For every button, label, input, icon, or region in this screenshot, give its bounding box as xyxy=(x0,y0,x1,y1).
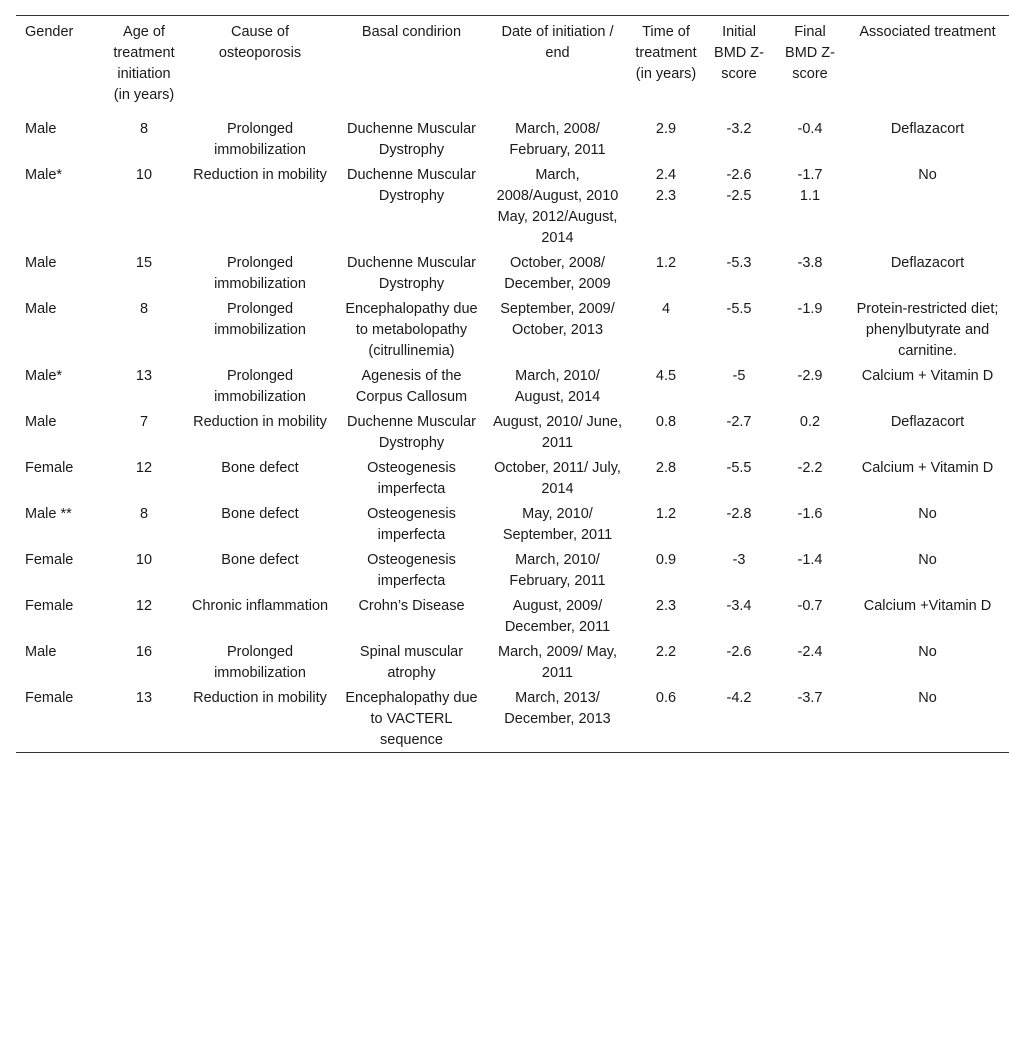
cell-associated-treatment: No xyxy=(918,690,937,706)
cell-age: 8 xyxy=(139,301,149,317)
cell-time: 2.9 xyxy=(655,121,677,137)
cell-gender: Female xyxy=(25,690,74,706)
cell-associated-treatment: No xyxy=(918,644,937,660)
cell-time: 0.9 xyxy=(655,552,677,568)
cell-time: 2.2 xyxy=(655,644,677,660)
cell-cause: Prolonged immobilization xyxy=(214,121,306,158)
header-row xyxy=(16,16,1009,113)
header-final-bmd: Final BMD Z-score xyxy=(785,24,835,82)
cell-date: March, 2010/ February, 2011 xyxy=(509,552,606,589)
cell-final-bmd: -1.6 xyxy=(797,506,823,522)
cell-initial-bmd: -2.6 xyxy=(726,644,752,660)
table-row xyxy=(16,296,1009,363)
cell-associated-treatment: Calcium + Vitamin D xyxy=(861,368,994,384)
cell-initial-bmd: -5.5 xyxy=(726,301,752,317)
table-row xyxy=(16,547,1009,593)
cell-cause: Prolonged immobilization xyxy=(214,368,306,405)
cell-final-bmd: -1.7 1.1 xyxy=(797,167,823,204)
cell-basal-condition: Osteogenesis imperfecta xyxy=(367,506,456,543)
cell-basal-condition: Agenesis of the Corpus Callosum xyxy=(355,368,468,405)
cell-age: 16 xyxy=(135,644,153,660)
cell-date: May, 2010/ September, 2011 xyxy=(502,506,613,543)
cell-date: March, 2010/ August, 2014 xyxy=(514,368,601,405)
cell-basal-condition: Encephalopathy due to VACTERL sequence xyxy=(345,690,478,748)
cell-age: 12 xyxy=(135,460,153,476)
cell-gender: Male xyxy=(25,414,57,430)
cell-basal-condition: Duchenne Muscular Dystrophy xyxy=(347,255,476,292)
table-header xyxy=(16,16,1009,113)
cell-final-bmd: -2.9 xyxy=(797,368,823,384)
cell-basal-condition: Encephalopathy due to metabolopathy (citrullinemia) xyxy=(345,301,478,359)
cell-associated-treatment: No xyxy=(918,552,937,568)
cell-time: 4 xyxy=(661,301,671,317)
cell-initial-bmd: -4.2 xyxy=(726,690,752,706)
cell-associated-treatment: Deflazacort xyxy=(890,255,965,271)
cell-final-bmd: -2.4 xyxy=(797,644,823,660)
cell-date: March, 2008/August, 2010 May, 2012/August, 2014 xyxy=(496,167,619,246)
cell-gender: Female xyxy=(25,552,74,568)
header-cause: Cause of osteoporosis xyxy=(218,24,302,61)
header-initial-bmd: Initial BMD Z-score xyxy=(714,24,764,82)
cell-cause: Bone defect xyxy=(221,552,299,568)
cell-cause: Reduction in mobility xyxy=(193,414,327,430)
cell-final-bmd: -0.7 xyxy=(797,598,823,614)
cell-time: 2.3 xyxy=(655,598,677,614)
cell-final-bmd: -3.8 xyxy=(797,255,823,271)
cell-associated-treatment: Protein-restricted diet; phenylbutyrate and carnitine. xyxy=(856,301,999,359)
cell-age: 13 xyxy=(135,690,153,706)
table-row xyxy=(16,363,1009,409)
cell-time: 1.2 xyxy=(655,255,677,271)
header-gender: Gender xyxy=(25,24,74,40)
cell-date: March, 2008/ February, 2011 xyxy=(509,121,606,158)
cell-associated-treatment: Deflazacort xyxy=(890,121,965,137)
table-row xyxy=(16,593,1009,639)
cell-initial-bmd: -3 xyxy=(732,552,746,568)
cell-initial-bmd: -5.3 xyxy=(726,255,752,271)
header-date: Date of initiation / end xyxy=(501,24,614,61)
cell-cause: Chronic inflammation xyxy=(191,598,329,614)
table-row xyxy=(16,250,1009,296)
cell-age: 7 xyxy=(139,414,149,430)
cell-gender: Female xyxy=(25,460,74,476)
table-row xyxy=(16,112,1009,162)
cell-gender: Male* xyxy=(25,368,63,384)
table-body xyxy=(16,112,1009,753)
cell-associated-treatment: No xyxy=(918,506,937,522)
cell-date: March, 2013/ December, 2013 xyxy=(504,690,611,727)
cell-basal-condition: Duchenne Muscular Dystrophy xyxy=(347,167,476,204)
cell-gender: Male xyxy=(25,301,57,317)
cell-basal-condition: Spinal muscular atrophy xyxy=(359,644,464,681)
cell-cause: Prolonged immobilization xyxy=(214,644,306,681)
cell-age: 10 xyxy=(135,167,153,183)
cell-cause: Prolonged immobilization xyxy=(214,255,306,292)
cell-age: 12 xyxy=(135,598,153,614)
table-row xyxy=(16,639,1009,685)
cell-initial-bmd: -5 xyxy=(732,368,746,384)
cell-cause: Bone defect xyxy=(221,460,299,476)
header-associated-treatment: Associated treatment xyxy=(859,24,996,40)
table-row xyxy=(16,162,1009,250)
header-basal-condition: Basal condirion xyxy=(361,24,462,40)
cell-date: August, 2009/ December, 2011 xyxy=(504,598,611,635)
cell-date: October, 2008/ December, 2009 xyxy=(504,255,611,292)
table-row xyxy=(16,501,1009,547)
cell-date: September, 2009/ October, 2013 xyxy=(500,301,615,338)
cell-time: 0.6 xyxy=(655,690,677,706)
cell-basal-condition: Duchenne Muscular Dystrophy xyxy=(347,121,476,158)
table-row xyxy=(16,685,1009,753)
cell-basal-condition: Crohn’s Disease xyxy=(358,598,465,614)
cell-age: 13 xyxy=(135,368,153,384)
cell-final-bmd: -2.2 xyxy=(797,460,823,476)
cell-basal-condition: Osteogenesis imperfecta xyxy=(367,460,456,497)
cell-associated-treatment: No xyxy=(918,167,937,183)
cell-final-bmd: -3.7 xyxy=(797,690,823,706)
cell-time: 4.5 xyxy=(655,368,677,384)
cell-initial-bmd: -5.5 xyxy=(726,460,752,476)
cell-gender: Male xyxy=(25,121,57,137)
cell-cause: Bone defect xyxy=(221,506,299,522)
cell-cause: Prolonged immobilization xyxy=(214,301,306,338)
cell-date: March, 2009/ May, 2011 xyxy=(497,644,617,681)
cell-time: 2.8 xyxy=(655,460,677,476)
cell-age: 8 xyxy=(139,506,149,522)
cell-date: October, 2011/ July, 2014 xyxy=(494,460,621,497)
patients-table xyxy=(16,15,1009,753)
header-age: Age of treatment initiation (in years) xyxy=(113,24,175,103)
cell-initial-bmd: -2.6 -2.5 xyxy=(726,167,752,204)
cell-age: 8 xyxy=(139,121,149,137)
cell-gender: Male xyxy=(25,644,57,660)
cell-initial-bmd: -3.2 xyxy=(726,121,752,137)
cell-final-bmd: -1.4 xyxy=(797,552,823,568)
cell-basal-condition: Duchenne Muscular Dystrophy xyxy=(347,414,476,451)
cell-age: 15 xyxy=(135,255,153,271)
cell-time: 1.2 xyxy=(655,506,677,522)
table-row xyxy=(16,455,1009,501)
cell-initial-bmd: -2.7 xyxy=(726,414,752,430)
cell-gender: Male* xyxy=(25,167,63,183)
cell-initial-bmd: -2.8 xyxy=(726,506,752,522)
cell-final-bmd: 0.2 xyxy=(799,414,821,430)
cell-initial-bmd: -3.4 xyxy=(726,598,752,614)
data-table-container xyxy=(16,15,1009,753)
header-time: Time of treatment (in years) xyxy=(635,24,697,82)
cell-cause: Reduction in mobility xyxy=(193,167,327,183)
cell-gender: Male xyxy=(25,255,57,271)
cell-time: 2.4 2.3 xyxy=(655,167,677,204)
cell-basal-condition: Osteogenesis imperfecta xyxy=(367,552,456,589)
cell-date: August, 2010/ June, 2011 xyxy=(493,414,622,451)
cell-final-bmd: -0.4 xyxy=(797,121,823,137)
cell-age: 10 xyxy=(135,552,153,568)
cell-cause: Reduction in mobility xyxy=(193,690,327,706)
cell-associated-treatment: Deflazacort xyxy=(890,414,965,430)
table-row xyxy=(16,409,1009,455)
cell-associated-treatment: Calcium +Vitamin D xyxy=(863,598,992,614)
cell-time: 0.8 xyxy=(655,414,677,430)
cell-gender: Male ** xyxy=(25,506,72,522)
cell-gender: Female xyxy=(25,598,74,614)
cell-associated-treatment: Calcium + Vitamin D xyxy=(861,460,994,476)
cell-final-bmd: -1.9 xyxy=(797,301,823,317)
